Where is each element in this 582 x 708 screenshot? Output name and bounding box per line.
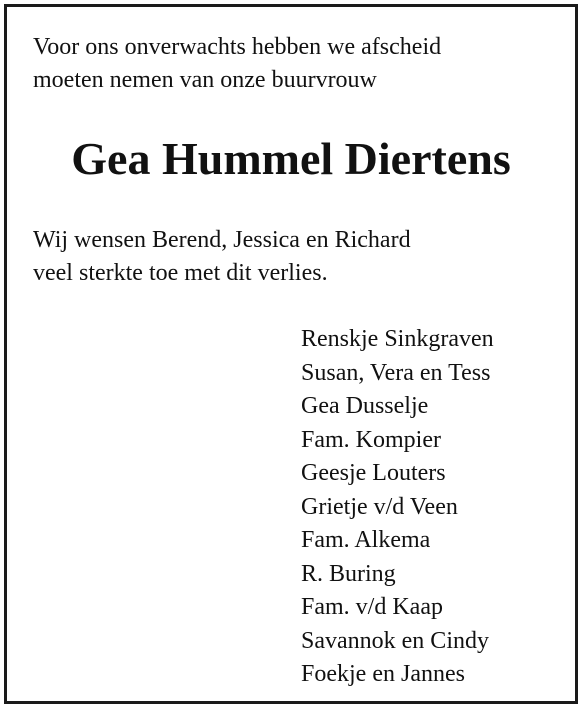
signatory: Foekje en Jannes bbox=[301, 661, 465, 687]
deceased-name: Gea Hummel Diertens bbox=[71, 133, 511, 184]
signatory: Grietje v/d Veen bbox=[301, 493, 458, 520]
intro-line: moeten nemen van onze buurvrouw bbox=[33, 67, 377, 93]
signatory: Geesje Louters bbox=[301, 460, 446, 486]
signatory: R. Buring bbox=[301, 560, 396, 587]
signatory: Fam. Kompier bbox=[301, 426, 441, 453]
intro-text bbox=[33, 31, 441, 97]
signatory: Fam. v/d Kaap bbox=[301, 594, 443, 620]
condolence-line: Wij wensen Berend, Jessica en Richard bbox=[33, 227, 411, 253]
signatory: Fam. Alkema bbox=[301, 527, 431, 553]
signatory: Susan, Vera en Tess bbox=[301, 359, 491, 386]
signatory: Gea Dusselje bbox=[301, 393, 429, 419]
intro-line: Voor ons onverwachts hebben we afscheid bbox=[33, 34, 442, 60]
signatory: Renskje Sinkgraven bbox=[301, 326, 494, 352]
condolence-line: veel sterkte toe met dit verlies. bbox=[33, 260, 328, 286]
condolence-notice bbox=[4, 4, 578, 704]
signatory-list bbox=[301, 323, 494, 692]
condolence-text bbox=[33, 224, 411, 290]
signatory: Savannok en Cindy bbox=[301, 627, 489, 654]
